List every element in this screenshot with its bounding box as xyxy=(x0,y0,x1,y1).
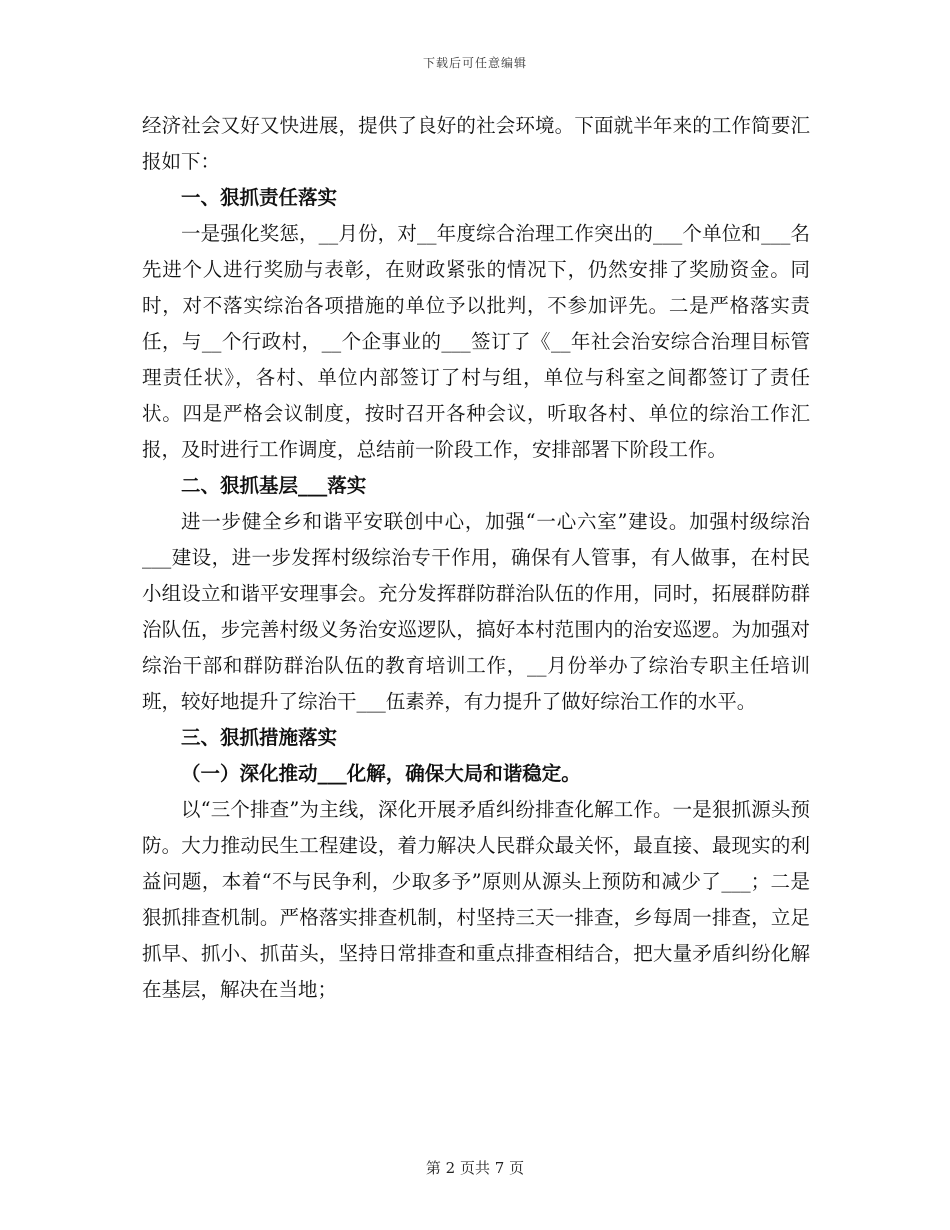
paragraph-2: 进一步健全乡和谐平安联创中心，加强“一心六室”建设。加强村级综治___建设，进一步发挥村级综治专干作用，确保有人管事，有人做事，在村民小组设立和谐平安理事会。充分发挥群防群治队伍的作用，同时，拓展群防群治队伍，步完善村级义务治安巡逻队，搞好本村范围内的治安巡逻。为加强对综治干部和群防群治队伍的教育培训工作，__月份举办了综治专职主任培训班，较好地提升了综治干___伍素养，有力提升了做好综治工作的水平。 xyxy=(142,510,810,713)
paragraph-continued: 经济社会又好又快进展，提供了良好的社会环境。下面就半年来的工作简要汇报如下： xyxy=(142,114,810,173)
page-footer: 第 2 页共 7 页 xyxy=(425,1159,525,1177)
section-heading-1: 一、狠抓责任落实 xyxy=(181,186,338,209)
paragraph-3: 以“三个排查”为主线，深化开展矛盾纠纷排查化解工作。一是狠抓源头预防。大力推动民生工程建设，着力解决人民群众最关怀，最直接、最现实的利益问题，本着“不与民争利，少取多予”原则从源头上预防和减少了___；二是狠抓排查机制。严格落实排查机制，村坚持三天一排查，乡每周一排查，立足抓早、抓小、抓苗头，坚持日常排查和重点排查相结合，把大量矛盾纠纷化解在基层，解决在当地； xyxy=(142,798,810,1001)
document-body xyxy=(142,108,810,1008)
page-header: 下载后可任意编辑 xyxy=(422,56,527,70)
section-heading-3: 三、狠抓措施落实 xyxy=(181,726,338,749)
subsection-heading-1: （一）深化推动___化解，确保大局和谐稳定。 xyxy=(181,762,581,785)
paragraph-1: 一是强化奖惩，__月份，对__年度综合治理工作突出的___个单位和___名先进个人进行奖励与表彰，在财政紧张的情况下，仍然安排了奖励资金。同时，对不落实综治各项措施的单位予以批判，不参加评先。二是严格落实责任，与__个行政村，__个企事业的___签订了《__年社会治安综合治理目标管理责任状》，各村、单位内部签订了村与组，单位与科室之间都签订了责任状。四是严格会议制度，按时召开各种会议，听取各村、单位的综治工作汇报，及时进行工作调度，总结前一阶段工作，安排部署下阶段工作。 xyxy=(142,222,810,461)
section-heading-2: 二、狠抓基层___落实 xyxy=(181,474,367,497)
